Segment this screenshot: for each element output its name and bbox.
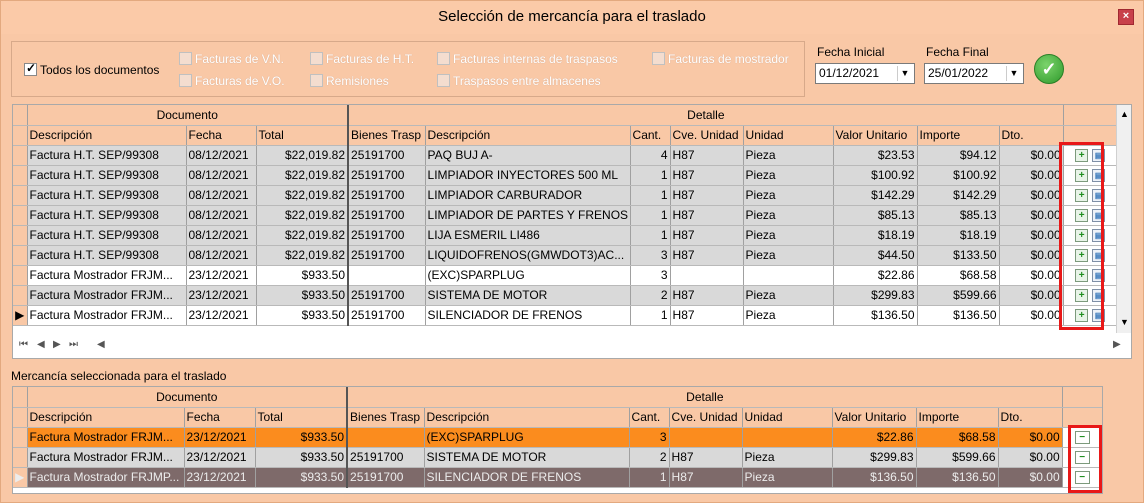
cell-dto: $0.00: [999, 165, 1063, 185]
documento-header: Documento: [27, 105, 348, 125]
minus-icon[interactable]: −: [1075, 431, 1090, 444]
col-cve-unidad[interactable]: Cve. Unidad: [670, 125, 743, 145]
cell-importe: $100.92: [917, 165, 999, 185]
cell-valor-unitario: $22.86: [832, 427, 916, 447]
col-bienes-trasp[interactable]: Bienes Trasp: [347, 407, 424, 427]
plus-icon[interactable]: +: [1075, 229, 1088, 242]
cell-cant: 1: [630, 165, 670, 185]
filter-warehouse: Traspasos entre almacenes: [437, 73, 601, 88]
cell-dto: $0.00: [999, 265, 1063, 285]
all-docs-label: Todos los documentos: [40, 62, 160, 77]
first-record-icon[interactable]: ⏮: [19, 339, 28, 350]
cell-unidad: Pieza: [743, 165, 833, 185]
all-docs-option[interactable]: [24, 62, 159, 77]
cell-fecha: 23/12/2021: [184, 447, 255, 467]
filter-internal: Facturas internas de traspasos: [437, 51, 618, 66]
filter-vo: Facturas de V.O.: [179, 73, 285, 88]
cell-unidad: [742, 427, 832, 447]
cell-cve-unidad: H87: [670, 285, 743, 305]
cell-fecha: 23/12/2021: [184, 427, 255, 447]
row-indicator: [13, 265, 27, 285]
cell-descripcion: Factura H.T. SEP/99308: [27, 205, 186, 225]
row-actions: [1063, 165, 1117, 185]
grid-navigator: [12, 333, 1132, 359]
cell-bienes-trasp: [348, 265, 425, 285]
cell-descripcion: Factura H.T. SEP/99308: [27, 225, 186, 245]
cell-dto: $0.00: [999, 225, 1063, 245]
cell-importe: $18.19: [917, 225, 999, 245]
detalle-header: Detalle: [347, 387, 1062, 407]
row-actions: [1063, 245, 1117, 265]
all-docs-checkbox[interactable]: [24, 63, 37, 76]
cell-unidad: Pieza: [743, 285, 833, 305]
document-icon[interactable]: ▤: [1092, 189, 1105, 202]
cell-bienes-trasp: 25191700: [348, 285, 425, 305]
cell-unidad: Pieza: [743, 145, 833, 165]
cell-valor-unitario: $22.86: [833, 265, 917, 285]
scroll-up-icon[interactable]: ▲: [1120, 109, 1129, 119]
filter-vn: Facturas de V.N.: [179, 51, 284, 66]
cell-total: $933.50: [255, 467, 347, 487]
col-cant[interactable]: Cant.: [629, 407, 669, 427]
cell-descripcion-detalle: LIMPIADOR DE PARTES Y FRENOS: [425, 205, 630, 225]
minus-icon[interactable]: −: [1075, 451, 1090, 464]
cell-importe: $136.50: [916, 467, 998, 487]
cell-total: $933.50: [256, 305, 348, 325]
cell-cant: 3: [630, 245, 670, 265]
table-row[interactable]: [13, 285, 1117, 305]
cell-total: $22,019.82: [256, 145, 348, 165]
filter-ht: Facturas de H.T.: [310, 51, 414, 66]
document-icon[interactable]: ▤: [1092, 209, 1105, 222]
cell-cant: 3: [629, 427, 669, 447]
cell-descripcion: Factura Mostrador FRJM...: [27, 447, 184, 467]
cell-fecha: 08/12/2021: [186, 245, 256, 265]
table-row[interactable]: [13, 145, 1117, 165]
checkmark-icon: ✓: [1041, 59, 1057, 79]
cell-importe: $142.29: [917, 185, 999, 205]
cell-cve-unidad: [670, 265, 743, 285]
col-descripcion[interactable]: Descripción: [27, 407, 184, 427]
col-unidad[interactable]: Unidad: [743, 125, 833, 145]
cell-descripcion-detalle: (EXC)SPARPLUG: [424, 427, 629, 447]
scroll-left-icon[interactable]: ◀: [97, 339, 105, 350]
chevron-down-icon[interactable]: ▼: [897, 66, 912, 81]
cell-importe: $85.13: [917, 205, 999, 225]
cell-importe: $599.66: [916, 447, 998, 467]
cell-bienes-trasp: 25191700: [348, 185, 425, 205]
cell-cve-unidad: H87: [670, 245, 743, 265]
cell-valor-unitario: $136.50: [833, 305, 917, 325]
cell-descripcion: Factura H.T. SEP/99308: [27, 165, 186, 185]
row-indicator: [13, 427, 27, 447]
cell-valor-unitario: $85.13: [833, 205, 917, 225]
cell-dto: $0.00: [999, 145, 1063, 165]
top-grid-scrollbar[interactable]: [1116, 105, 1132, 333]
cell-fecha: 23/12/2021: [186, 305, 256, 325]
plus-icon[interactable]: +: [1075, 309, 1088, 322]
cell-cant: 3: [630, 265, 670, 285]
cell-descripcion-detalle: LIJA ESMERIL LI486: [425, 225, 630, 245]
cell-fecha: 08/12/2021: [186, 185, 256, 205]
cell-bienes-trasp: 25191700: [348, 245, 425, 265]
cell-valor-unitario: $142.29: [833, 185, 917, 205]
row-actions: [1062, 447, 1102, 467]
cell-bienes-trasp: 25191700: [348, 145, 425, 165]
cell-total: $22,019.82: [256, 185, 348, 205]
col-fecha[interactable]: Fecha: [186, 125, 256, 145]
row-indicator: ▶: [13, 467, 27, 487]
cell-total: $933.50: [256, 285, 348, 305]
plus-icon[interactable]: +: [1075, 169, 1088, 182]
cell-cve-unidad: H87: [670, 225, 743, 245]
cell-cant: 1: [630, 225, 670, 245]
row-indicator: [13, 245, 27, 265]
row-indicator: [13, 145, 27, 165]
col-unidad[interactable]: Unidad: [742, 407, 832, 427]
cell-descripcion-detalle: LIMPIADOR INYECTORES 500 ML: [425, 165, 630, 185]
scroll-right-icon[interactable]: ▶: [1113, 339, 1121, 350]
fecha-inicial-picker[interactable]: [815, 63, 915, 84]
row-actions: [1063, 305, 1117, 325]
cell-valor-unitario: $299.83: [832, 447, 916, 467]
cell-dto: $0.00: [999, 205, 1063, 225]
cell-descripcion-detalle: LIQUIDOFRENOS(GMWDOT3)AC...: [425, 245, 630, 265]
cell-dto: $0.00: [998, 467, 1062, 487]
plus-icon[interactable]: +: [1075, 249, 1088, 262]
col-valor-unitario[interactable]: Valor Unitario: [833, 125, 917, 145]
cell-descripcion: Factura Mostrador FRJM...: [27, 305, 186, 325]
prev-record-icon[interactable]: ◀: [37, 339, 45, 350]
cell-descripcion: Factura H.T. SEP/99308: [27, 245, 186, 265]
table-row[interactable]: [13, 225, 1117, 245]
cell-bienes-trasp: [347, 427, 424, 447]
cell-valor-unitario: $18.19: [833, 225, 917, 245]
col-descripcion-detalle[interactable]: Descripción: [425, 125, 630, 145]
available-items-grid: [12, 104, 1132, 334]
document-filters: [11, 41, 805, 97]
col-cant[interactable]: Cant.: [630, 125, 670, 145]
cell-cant: 1: [630, 185, 670, 205]
table-row[interactable]: [13, 205, 1117, 225]
table-row[interactable]: [13, 427, 1102, 447]
cell-unidad: Pieza: [743, 245, 833, 265]
cell-unidad: [743, 265, 833, 285]
cell-unidad: Pieza: [742, 467, 832, 487]
cell-fecha: 08/12/2021: [186, 205, 256, 225]
cell-fecha: 08/12/2021: [186, 145, 256, 165]
plus-icon[interactable]: +: [1075, 149, 1088, 162]
filter-remisiones: Remisiones: [310, 73, 389, 88]
plus-icon[interactable]: +: [1075, 269, 1088, 282]
col-bienes-trasp[interactable]: Bienes Trasp: [348, 125, 425, 145]
cell-total: $22,019.82: [256, 165, 348, 185]
row-actions: [1062, 427, 1102, 447]
cell-importe: $68.58: [916, 427, 998, 447]
documento-header: Documento: [27, 387, 347, 407]
cell-importe: $599.66: [917, 285, 999, 305]
table-row[interactable]: [13, 185, 1117, 205]
cell-descripcion-detalle: PAQ BUJ A-: [425, 145, 630, 165]
document-icon[interactable]: ▤: [1092, 169, 1105, 182]
cell-descripcion: Factura Mostrador FRJM...: [27, 427, 184, 447]
cell-dto: $0.00: [998, 427, 1062, 447]
cell-cve-unidad: [669, 427, 742, 447]
cell-dto: $0.00: [999, 285, 1063, 305]
col-descripcion[interactable]: Descripción: [27, 125, 186, 145]
cell-valor-unitario: $136.50: [832, 467, 916, 487]
selected-section-label: Mercancía seleccionada para el traslado: [11, 369, 227, 383]
cell-importe: $136.50: [917, 305, 999, 325]
cell-fecha: 23/12/2021: [184, 467, 255, 487]
col-dto[interactable]: Dto.: [999, 125, 1063, 145]
cell-unidad: Pieza: [742, 447, 832, 467]
cell-bienes-trasp: 25191700: [348, 225, 425, 245]
cell-dto: $0.00: [998, 447, 1062, 467]
title-bar: [1, 1, 1143, 34]
col-total[interactable]: Total: [255, 407, 347, 427]
cell-descripcion: Factura H.T. SEP/99308: [27, 185, 186, 205]
cell-fecha: 23/12/2021: [186, 285, 256, 305]
document-icon[interactable]: ▤: [1092, 269, 1105, 282]
cell-bienes-trasp: 25191700: [348, 165, 425, 185]
table-row[interactable]: [13, 265, 1117, 285]
cell-cant: 2: [630, 285, 670, 305]
document-icon[interactable]: ▤: [1092, 149, 1105, 162]
row-indicator: [13, 285, 27, 305]
row-actions: [1063, 225, 1117, 245]
row-indicator: [13, 165, 27, 185]
row-indicator: [13, 205, 27, 225]
col-importe[interactable]: Importe: [916, 407, 998, 427]
document-icon[interactable]: ▤: [1092, 249, 1105, 262]
cell-valor-unitario: $44.50: [833, 245, 917, 265]
cell-cve-unidad: H87: [669, 467, 742, 487]
window-title: Selección de mercancía para el traslado: [438, 8, 706, 25]
cell-descripcion: Factura Mostrador FRJM...: [27, 265, 186, 285]
cell-fecha: 08/12/2021: [186, 165, 256, 185]
cell-descripcion-detalle: SISTEMA DE MOTOR: [425, 285, 630, 305]
col-dto[interactable]: Dto.: [998, 407, 1062, 427]
cell-cant: 1: [630, 305, 670, 325]
cell-total: $933.50: [255, 447, 347, 467]
cell-total: $22,019.82: [256, 245, 348, 265]
cell-cant: 1: [630, 205, 670, 225]
cell-descripcion: Factura Mostrador FRJM...: [27, 285, 186, 305]
cell-dto: $0.00: [999, 185, 1063, 205]
row-actions: [1063, 205, 1117, 225]
document-icon[interactable]: ▤: [1092, 289, 1105, 302]
cell-unidad: Pieza: [743, 305, 833, 325]
cell-cve-unidad: H87: [670, 145, 743, 165]
cell-total: $22,019.82: [256, 225, 348, 245]
cell-descripcion-detalle: (EXC)SPARPLUG: [425, 265, 630, 285]
selected-items-grid: [12, 386, 1103, 494]
cell-unidad: Pieza: [743, 225, 833, 245]
col-total[interactable]: Total: [256, 125, 348, 145]
cell-valor-unitario: $100.92: [833, 165, 917, 185]
detalle-header: Detalle: [348, 105, 1063, 125]
cell-bienes-trasp: 25191700: [347, 447, 424, 467]
row-actions: [1062, 467, 1102, 487]
cell-cant: 4: [630, 145, 670, 165]
row-indicator: [13, 447, 27, 467]
cell-cant: 1: [629, 467, 669, 487]
table-row[interactable]: [13, 165, 1117, 185]
document-icon[interactable]: ▤: [1092, 229, 1105, 242]
document-icon[interactable]: ▤: [1092, 309, 1105, 322]
cell-bienes-trasp: 25191700: [348, 305, 425, 325]
row-actions: [1063, 285, 1117, 305]
row-actions: [1063, 145, 1117, 165]
cell-descripcion-detalle: SILENCIADOR DE FRENOS: [425, 305, 630, 325]
row-indicator: [13, 185, 27, 205]
cell-total: $933.50: [255, 427, 347, 447]
table-row[interactable]: [13, 245, 1117, 265]
fecha-inicial-label: Fecha Inicial: [817, 45, 885, 59]
plus-icon[interactable]: +: [1075, 289, 1088, 302]
minus-icon[interactable]: −: [1075, 471, 1090, 484]
cell-importe: $133.50: [917, 245, 999, 265]
cell-descripcion-detalle: SILENCIADOR DE FRENOS: [424, 467, 629, 487]
next-record-icon[interactable]: ▶: [53, 339, 61, 350]
cell-cve-unidad: H87: [669, 447, 742, 467]
cell-cve-unidad: H87: [670, 185, 743, 205]
filter-mostrador: Facturas de mostrador: [652, 51, 789, 66]
cell-importe: $94.12: [917, 145, 999, 165]
cell-cve-unidad: H87: [670, 205, 743, 225]
cell-bienes-trasp: 25191700: [347, 467, 424, 487]
fecha-final-label: Fecha Final: [926, 45, 989, 59]
scroll-down-icon[interactable]: ▼: [1120, 317, 1129, 327]
apply-filter-button[interactable]: [1034, 54, 1064, 84]
row-indicator: ▶: [13, 305, 27, 325]
cell-descripcion: Factura Mostrador FRJMP...: [27, 467, 184, 487]
cell-unidad: Pieza: [743, 185, 833, 205]
row-actions: [1063, 265, 1117, 285]
last-record-icon[interactable]: ⏭: [69, 339, 78, 350]
fecha-inicial-value: 01/12/2021: [819, 66, 880, 80]
plus-icon[interactable]: +: [1075, 209, 1088, 222]
plus-icon[interactable]: +: [1075, 189, 1088, 202]
cell-dto: $0.00: [999, 305, 1063, 325]
cell-dto: $0.00: [999, 245, 1063, 265]
table-row[interactable]: [13, 447, 1102, 467]
cell-valor-unitario: $299.83: [833, 285, 917, 305]
cell-fecha: 08/12/2021: [186, 225, 256, 245]
col-fecha[interactable]: Fecha: [184, 407, 255, 427]
fecha-final-value: 25/01/2022: [928, 66, 989, 80]
row-actions: [1063, 185, 1117, 205]
cell-cve-unidad: H87: [670, 305, 743, 325]
cell-total: $933.50: [256, 265, 348, 285]
row-indicator: [13, 225, 27, 245]
cell-valor-unitario: $23.53: [833, 145, 917, 165]
cell-importe: $68.58: [917, 265, 999, 285]
table-row[interactable]: [13, 467, 1102, 487]
cell-descripcion-detalle: SISTEMA DE MOTOR: [424, 447, 629, 467]
col-descripcion-detalle[interactable]: Descripción: [424, 407, 629, 427]
cell-fecha: 23/12/2021: [186, 265, 256, 285]
cell-cant: 2: [629, 447, 669, 467]
chevron-down-icon[interactable]: ▼: [1006, 66, 1021, 81]
fecha-final-picker[interactable]: [924, 63, 1024, 84]
cell-bienes-trasp: 25191700: [348, 205, 425, 225]
col-cve-unidad[interactable]: Cve. Unidad: [669, 407, 742, 427]
cell-total: $22,019.82: [256, 205, 348, 225]
cell-descripcion-detalle: LIMPIADOR CARBURADOR: [425, 185, 630, 205]
col-valor-unitario[interactable]: Valor Unitario: [832, 407, 916, 427]
cell-cve-unidad: H87: [670, 165, 743, 185]
col-importe[interactable]: Importe: [917, 125, 999, 145]
close-button[interactable]: ×: [1118, 9, 1134, 25]
cell-descripcion: Factura H.T. SEP/99308: [27, 145, 186, 165]
cell-unidad: Pieza: [743, 205, 833, 225]
table-row[interactable]: [13, 305, 1117, 325]
